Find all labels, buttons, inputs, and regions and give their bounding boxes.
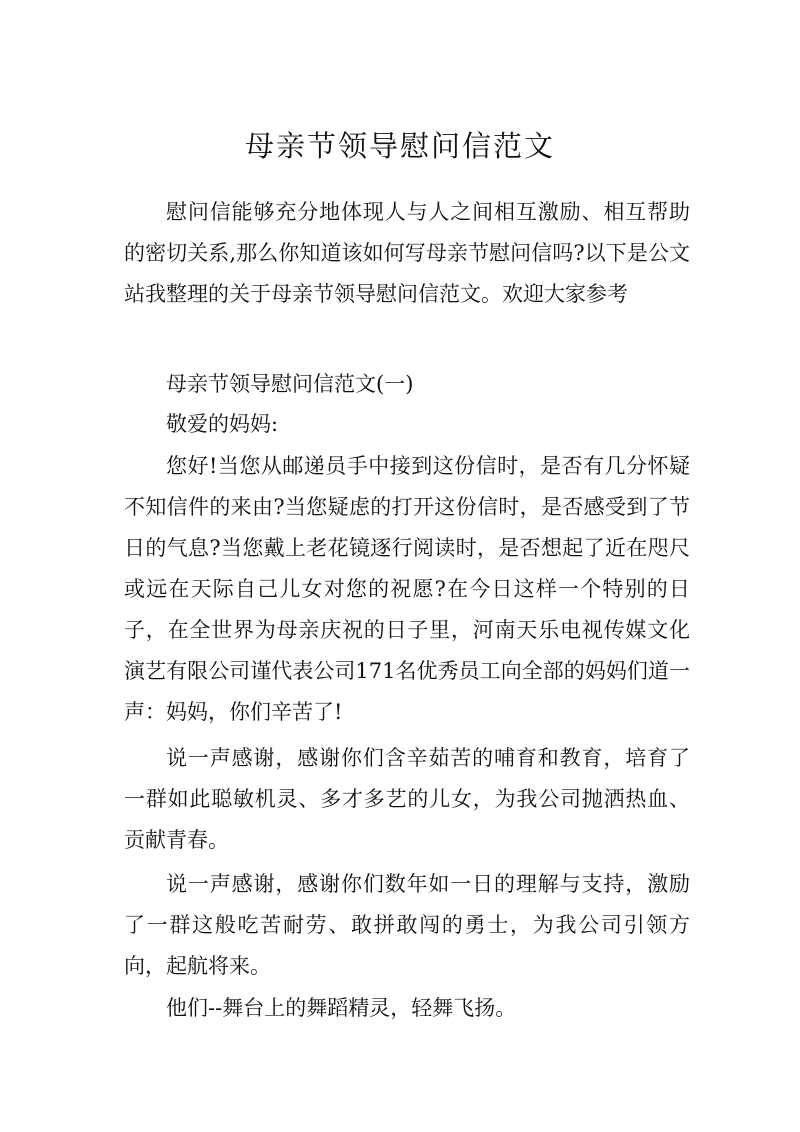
body-paragraph: 您好!当您从邮递员手中接到这份信时，是否有几分怀疑不知信件的来由?当您疑虑的打开这份信时，是否感受到了节日的气息?当您戴上老花镜逐行阅读时，是否想起了近在咫尺或远在天际自己儿女对您的祝愿?在今日这样一个特别的日子，在全世界为母亲庆祝的日子里，河南天乐电视传媒文化演艺有限公司谨代表公司171名优秀员工向全部的妈妈们道一声：妈妈，你们辛苦了! <box>124 454 690 724</box>
intro-paragraph: 慰问信能够充分地体现人与人之间相互激励、相互帮助的密切关系,那么你知道该如何写母亲节慰问信吗?以下是公文站我整理的关于母亲节领导慰问信范文。欢迎大家参考 <box>124 200 690 306</box>
salutation: 敬爱的妈妈: <box>166 412 279 436</box>
body-paragraph: 他们--舞台上的舞蹈精灵，轻舞飞扬。 <box>166 996 517 1020</box>
section-heading: 母亲节领导慰问信范文(一) <box>166 372 414 396</box>
document-title: 母亲节领导慰问信范文 <box>244 129 555 163</box>
body-paragraph: 说一声感谢，感谢你们含辛茹苦的哺育和教育，培育了一群如此聪敏机灵、多才多艺的儿女，为我公司抛洒热血、贡献青春。 <box>124 746 690 852</box>
body-paragraph: 说一声感谢，感谢你们数年如一日的理解与支持，激励了一群这般吃苦耐劳、敢拼敢闯的勇士，为我公司引领方向，起航将来。 <box>124 872 690 978</box>
